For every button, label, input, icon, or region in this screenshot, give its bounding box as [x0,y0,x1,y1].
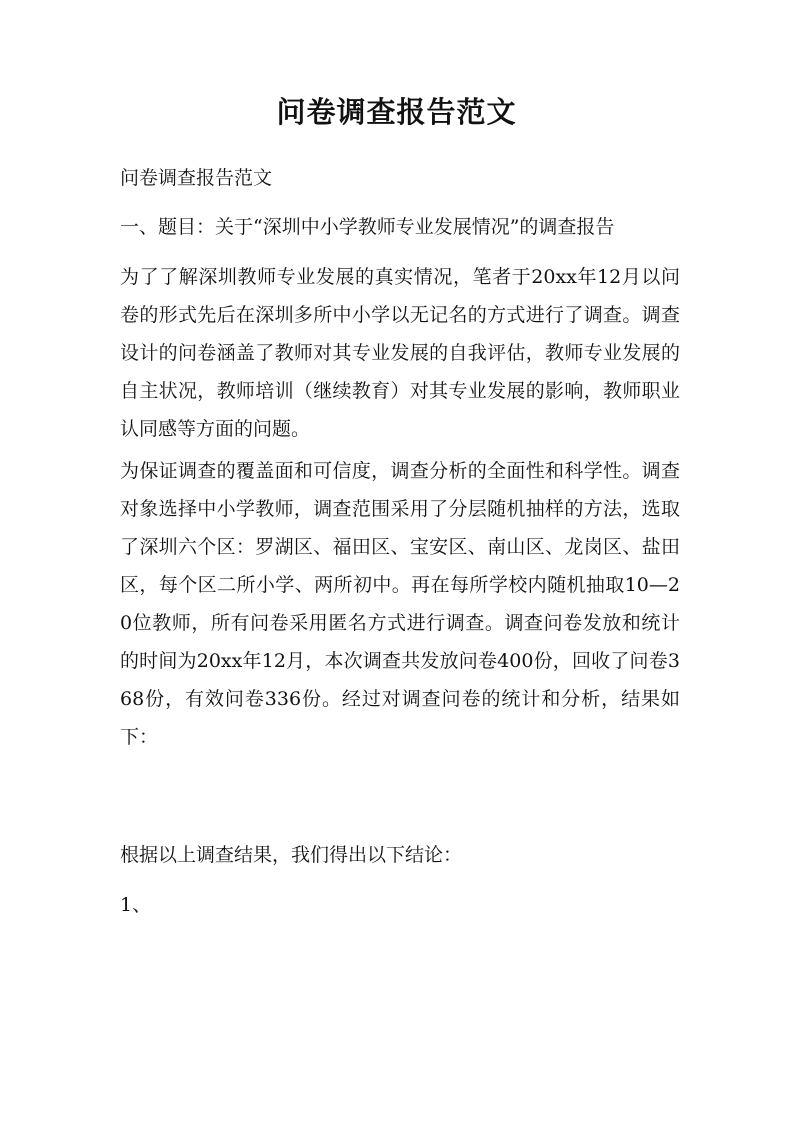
paragraph-method: 为保证调查的覆盖面和可信度，调查分析的全面性和科学性。调查对象选择中小学教师，调查范围采用了分层随机抽样的方法，选取了深圳六个区：罗湖区、福田区、宝安区、南山区、龙岗区、盐田区，每个区二所小学、两所初中。再在每所学校内随机抽取10—20位教师，所有问卷采用匿名方式进行调查。调查问卷发放和统计的时间为20xx年12月，本次调查共发放问卷400份，回收了问卷368份，有效问卷336份。经过对调查问卷的统计和分析，结果如下： [120,460,680,748]
list-item: 1、 [120,894,152,916]
document-title: 问卷调查报告范文 [276,95,517,129]
conclusion-intro: 根据以上调查结果，我们得出以下结论： [120,844,463,866]
section-heading: 一、题目：关于“深圳中小学教师专业发展情况”的调查报告 [120,216,615,238]
document-subtitle: 问卷调查报告范文 [120,167,273,189]
paragraph-intro: 为了了解深圳教师专业发展的真实情况，笔者于20xx年12月以问卷的形式先后在深圳多所中小学以无记名的方式进行了调查。调查设计的问卷涵盖了教师对其专业发展的自我评估，教师专业发展的自主状况，教师培训（继续教育）对其专业发展的影响，教师职业认同感等方面的问题。 [120,266,680,440]
